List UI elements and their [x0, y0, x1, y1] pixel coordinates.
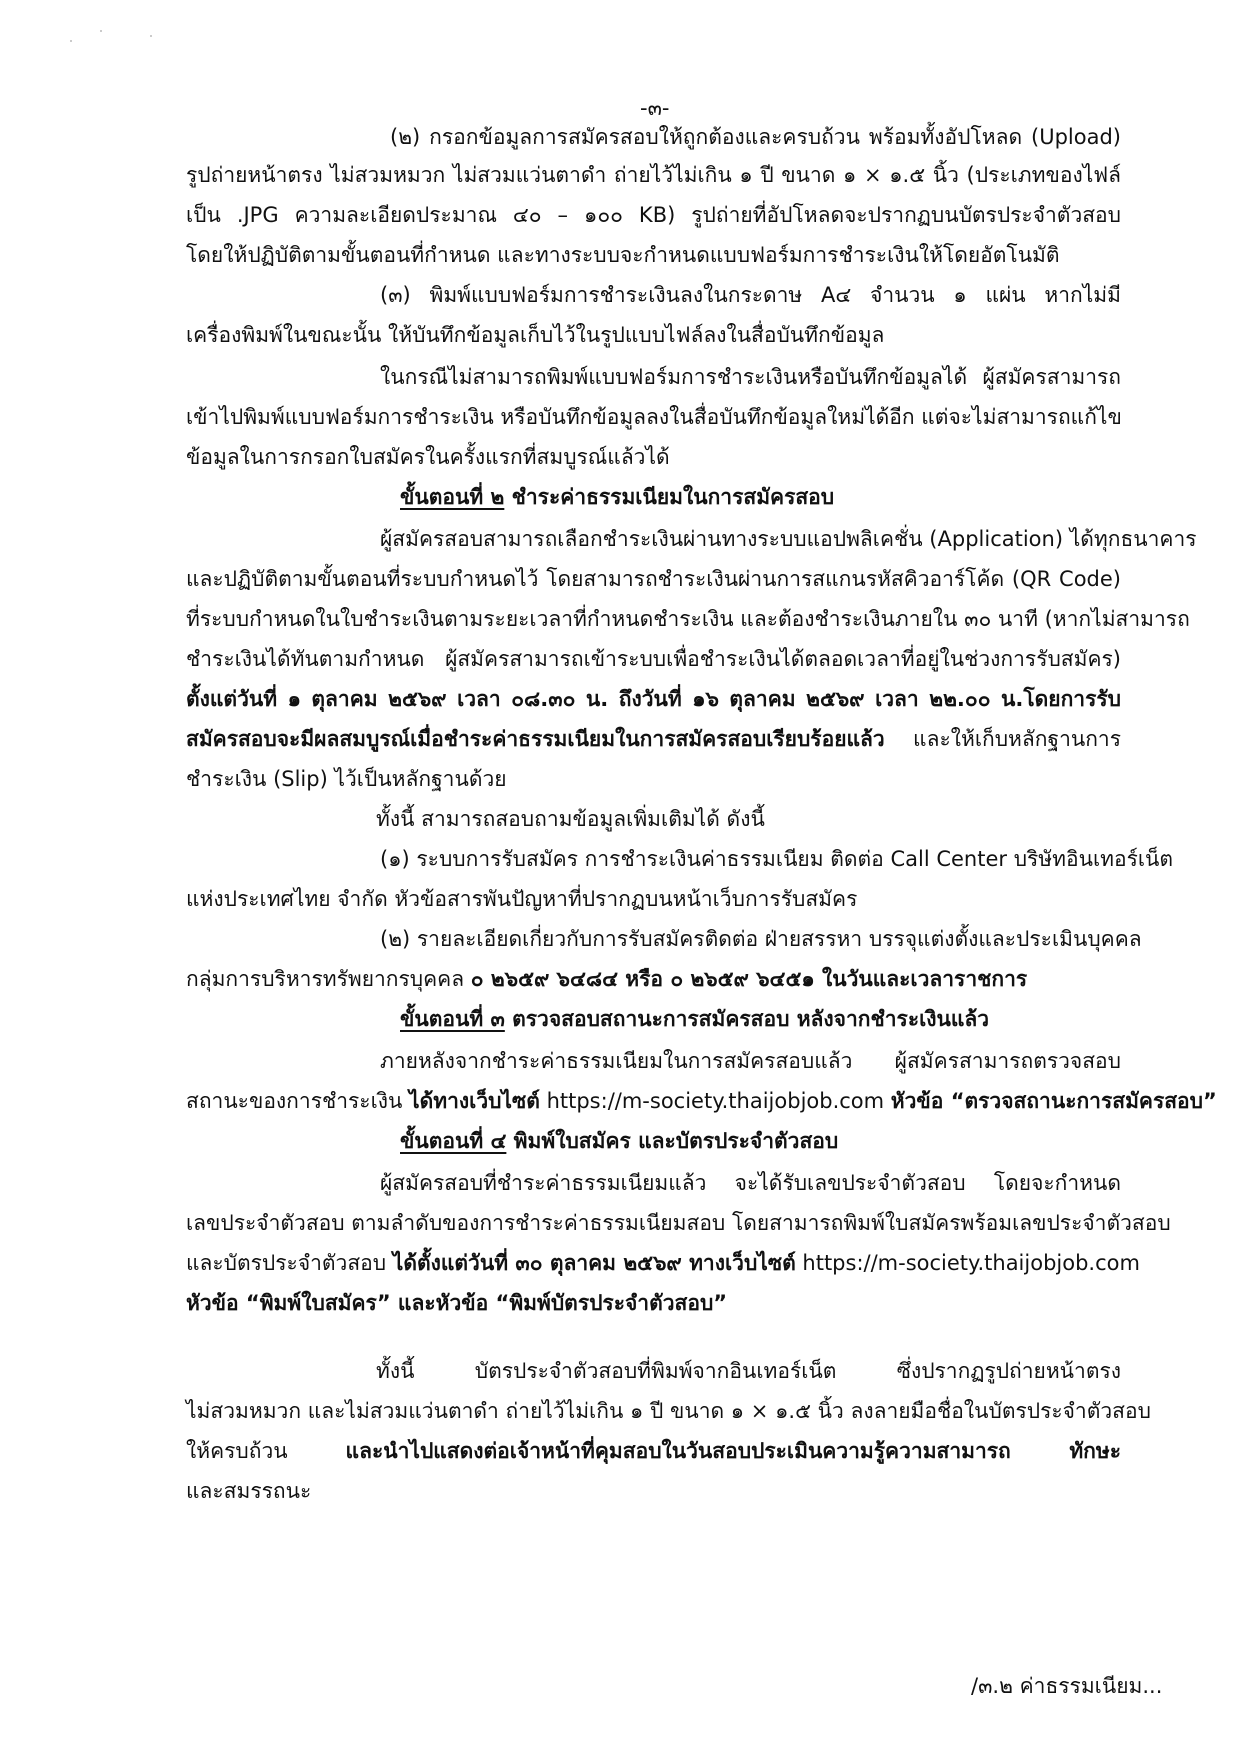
step-3-title: ตรวจสอบสถานะการสมัครสอบ หลังจากชำระเงินแล้ว	[504, 1007, 990, 1031]
paragraph-line: ไม่สวมหมวก และไม่สวมแว่นตาดำ ถ่ายไว้ไม่เกิน ๑ ปี ขนาด ๑ × ๑.๕ นิ้ว ลงลายมือชื่อในบัตรประจำตัวสอบ	[186, 1399, 1151, 1423]
text: และบัตรประจำตัวสอบ	[186, 1251, 393, 1275]
step-4-heading	[400, 1126, 838, 1156]
paragraph-line: ผู้สมัครสอบสามารถเลือกชำระเงินผ่านทางระบบแอปพลิเคชั่น (Application) ได้ทุกธนาคาร	[380, 527, 1197, 551]
paragraph-line: ภายหลังจากชำระค่าธรรมเนียมในการสมัครสอบแล้ว ผู้สมัครสามารถตรวจสอบ	[380, 1049, 1121, 1073]
paragraph-line: (๒) รายละเอียดเกี่ยวกับการรับสมัครติดต่อ ฝ่ายสรรหา บรรจุแต่งตั้งและประเมินบุคคล	[380, 927, 1142, 951]
step-4-title: พิมพ์ใบสมัคร และบัตรประจำตัวสอบ	[506, 1129, 839, 1153]
continuation-note: /๓.๒ ค่าธรรมเนียม...	[971, 1674, 1163, 1698]
paragraph-line: ข้อมูลในการกรอกใบสมัครในครั้งแรกที่สมบูรณ์แล้วได้	[186, 445, 670, 469]
bold-text: ได้ทางเว็บไซต์	[409, 1089, 540, 1113]
text: กลุ่มการบริหารทรัพยากรบุคคล	[186, 967, 471, 991]
step-3-heading	[400, 1004, 989, 1034]
step-2-title: ชำระค่าธรรมเนียมในการสมัครสอบ	[504, 485, 835, 509]
scan-speck	[70, 40, 72, 42]
text: สถานะของการชำระเงิน	[186, 1089, 410, 1113]
page-number: -๓-	[640, 96, 670, 120]
paragraph-line	[186, 724, 1121, 754]
step-2-heading	[400, 482, 834, 512]
paragraph-line: ตั้งแต่วันที่ ๑ ตุลาคม ๒๕๖๙ เวลา ๐๘.๓๐ น. ถึงวันที่ ๑๖ ตุลาคม ๒๕๖๙ เวลา ๒๒.๐๐ น.โดยการรับ	[186, 687, 1121, 711]
paragraph-line	[186, 1086, 1217, 1116]
paragraph-line: ชำระเงินได้ทันตามกำหนด ผู้สมัครสามารถเข้าระบบเพื่อชำระเงินได้ตลอดเวลาที่อยู่ในช่วงการรับสมัคร)	[186, 647, 1121, 671]
paragraph-line	[186, 1248, 1140, 1278]
paragraph-line: ในกรณีไม่สามารถพิมพ์แบบฟอร์มการชำระเงินหรือบันทึกข้อมูลได้ ผู้สมัครสามารถ	[380, 365, 1121, 389]
paragraph-line: เข้าไปพิมพ์แบบฟอร์มการชำระเงิน หรือบันทึกข้อมูลลงในสื่อบันทึกข้อมูลใหม่ได้อีก แต่จะไม่สามารถแก้ไข	[186, 405, 1122, 429]
step-3-label: ขั้นตอนที่ ๓	[400, 1007, 505, 1031]
bold-text: ได้ตั้งแต่วันที่ ๓๐ ตุลาคม ๒๕๖๙ ทางเว็บไซต์	[392, 1251, 796, 1275]
step-2-label: ขั้นตอนที่ ๒	[400, 485, 505, 509]
paragraph-line: ผู้สมัครสอบที่ชำระค่าธรรมเนียมแล้ว จะได้รับเลขประจำตัวสอบ โดยจะกำหนด	[380, 1171, 1121, 1195]
paragraph-line	[186, 1436, 1121, 1466]
paragraph-line: (๑) ระบบการรับสมัคร การชำระเงินค่าธรรมเนียม ติดต่อ Call Center บริษัทอินเทอร์เน็ต	[380, 847, 1174, 871]
text: ให้ครบถ้วน	[186, 1439, 346, 1463]
step-4-label: ขั้นตอนที่ ๔	[400, 1129, 507, 1153]
paragraph-line: ทั้งนี้ บัตรประจำตัวสอบที่พิมพ์จากอินเทอร์เน็ต ซึ่งปรากฏรูปถ่ายหน้าตรง	[376, 1359, 1121, 1383]
scan-speck	[100, 30, 102, 32]
paragraph-line: (๓) พิมพ์แบบฟอร์มการชำระเงินลงในกระดาษ A๔ จำนวน ๑ แผ่น หากไม่มี	[380, 283, 1121, 307]
paragraph-line	[186, 964, 1027, 994]
paragraph-line: เครื่องพิมพ์ในขณะนั้น ให้บันทึกข้อมูลเก็บไว้ในรูปแบบไฟล์ลงในสื่อบันทึกข้อมูล	[186, 323, 885, 347]
paragraph-line: หัวข้อ “พิมพ์ใบสมัคร” และหัวข้อ “พิมพ์บัตรประจำตัวสอบ”	[186, 1291, 728, 1315]
bold-text: สมัครสอบจะมีผลสมบูรณ์เมื่อชำระค่าธรรมเนียมในการสมัครสอบเรียบร้อยแล้ว	[186, 727, 885, 751]
paragraph-line: ที่ระบบกำหนดในใบชำระเงินตามระยะเวลาที่กำหนดชำระเงิน และต้องชำระเงินภายใน ๓๐ นาที (หากไม่สามารถ	[186, 607, 1190, 631]
bold-text: และนำไปแสดงต่อเจ้าหน้าที่คุมสอบในวันสอบประเมินความรู้ความสามารถ ทักษะ	[345, 1439, 1122, 1463]
paragraph-line: แห่งประเทศไทย จำกัด หัวข้อสารพันปัญหาที่ปรากฏบนหน้าเว็บการรับสมัคร	[186, 887, 858, 911]
paragraph-line: เป็น .JPG ความละเอียดประมาณ ๔๐ – ๑๐๐ KB) รูปถ่ายที่อัปโหลดจะปรากฏบนบัตรประจำตัวสอบ	[186, 203, 1121, 227]
paragraph-line: (๒) กรอกข้อมูลการสมัครสอบให้ถูกต้องและครบถ้วน พร้อมทั้งอัปโหลด (Upload)	[390, 125, 1121, 149]
paragraph-line: และปฏิบัติตามขั้นตอนที่ระบบกำหนดไว้ โดยสามารถชำระเงินผ่านการสแกนรหัสคิวอาร์โค้ด (QR Code)	[186, 567, 1121, 591]
scan-speck	[150, 35, 152, 37]
paragraph-line: เลขประจำตัวสอบ ตามลำดับของการชำระค่าธรรมเนียมสอบ โดยสามารถพิมพ์ใบสมัครพร้อมเลขประจำตัวสอบ	[186, 1211, 1171, 1235]
text: และให้เก็บหลักฐานการ	[884, 727, 1121, 751]
website-url: https://m-society.thaijobjob.com	[795, 1251, 1140, 1275]
paragraph-line: ทั้งนี้ สามารถสอบถามข้อมูลเพิ่มเติมได้ ดังนี้	[376, 807, 765, 831]
phone-numbers: ๐ ๒๖๕๙ ๖๔๘๔ หรือ ๐ ๒๖๕๙ ๖๔๕๑ ในวันและเวลาราชการ	[470, 967, 1028, 991]
paragraph-line: ชำระเงิน (Slip) ไว้เป็นหลักฐานด้วย	[186, 767, 507, 791]
paragraph-line: โดยให้ปฏิบัติตามขั้นตอนที่กำหนด และทางระบบจะกำหนดแบบฟอร์มการชำระเงินให้โดยอัตโนมัติ	[186, 243, 1060, 267]
paragraph-line: และสมรรถนะ	[186, 1479, 312, 1503]
bold-text: หัวข้อ “ตรวจสถานะการสมัครสอบ”	[890, 1089, 1217, 1113]
website-url: https://m-society.thaijobjob.com	[539, 1089, 891, 1113]
paragraph-line: รูปถ่ายหน้าตรง ไม่สวมหมวก ไม่สวมแว่นตาดำ ถ่ายไว้ไม่เกิน ๑ ปี ขนาด ๑ × ๑.๕ นิ้ว (ประเภทของไฟล์	[186, 163, 1121, 187]
